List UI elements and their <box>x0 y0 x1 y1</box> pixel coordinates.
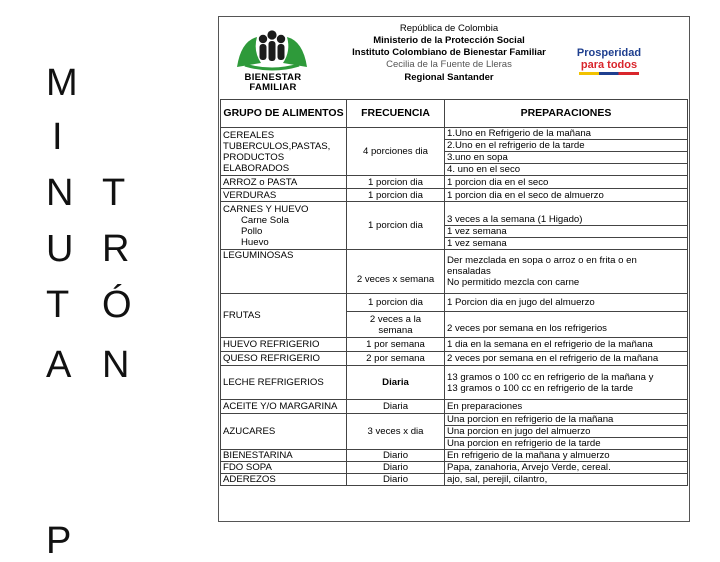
cell-frequency: 3 veces x dia <box>347 414 445 450</box>
cell-preparation: 2 veces por semana en los refrigerios <box>445 312 688 338</box>
table-row <box>221 414 688 426</box>
cell-preparation: 4. uno en el seco <box>445 164 688 176</box>
cell-text: 13 gramos o 100 cc en refrigerio de la tarde <box>447 382 634 394</box>
logo-right-line1: Prosperidad <box>576 47 642 59</box>
table-row <box>221 250 688 294</box>
cell-group <box>221 128 347 176</box>
logo-right-line2: para todos <box>580 59 638 71</box>
cell-preparation: En refrigerio de la mañana y almuerzo <box>445 450 688 462</box>
cell-frequency: Diaria <box>347 400 445 414</box>
cell-text: Carne Sola <box>241 214 289 226</box>
cell-preparation: ajo, sal, perejil, cilantro, <box>445 474 688 486</box>
cell-group: FRUTAS <box>221 294 347 338</box>
cell-preparation: Una porcion en refrigerio de la mañana <box>445 414 688 426</box>
table-row <box>221 474 688 486</box>
cell-preparation: 1 dia en la semana en el refrigerio de la mañana <box>445 338 688 352</box>
cell-text: CEREALES <box>223 129 275 141</box>
table-header-row <box>221 100 688 128</box>
table-row <box>221 128 688 140</box>
table-row <box>221 189 688 202</box>
cell-text: Pollo <box>241 225 263 237</box>
table-row <box>221 338 688 352</box>
cell-group: ARROZ o PASTA <box>221 176 347 189</box>
cell-preparation: 1 Porcion dia en jugo del almuerzo <box>445 294 688 312</box>
cell-group: VERDURAS <box>221 189 347 202</box>
side-letter: U <box>46 228 74 270</box>
cell-group: LECHE REFRIGERIOS <box>221 366 347 400</box>
side-letter: I <box>52 116 63 158</box>
table-row <box>221 400 688 414</box>
cell-text: CARNES Y HUEVO <box>223 203 309 215</box>
cell-frequency: Diario <box>347 462 445 474</box>
cell-group: QUESO REFRIGERIO <box>221 352 347 366</box>
family-hands-icon <box>231 27 313 71</box>
table-row <box>221 366 688 400</box>
header-frequency: FRECUENCIA <box>347 100 445 128</box>
header-preparations: PREPARACIONES <box>445 100 688 128</box>
table-row <box>221 352 688 366</box>
cell-frequency: Diaria <box>347 366 445 400</box>
cell-text: ensaladas <box>447 266 491 277</box>
cell-group: ADEREZOS <box>221 474 347 486</box>
cell-preparation: 2.Uno en el refrigerio de la tarde <box>445 140 688 152</box>
cell-frequency: Diario <box>347 474 445 486</box>
cell-frequency: 2 por semana <box>347 352 445 366</box>
cell-preparation: 1 porcion dia en el seco <box>445 176 688 189</box>
document-header <box>219 17 689 97</box>
side-letter: T <box>102 172 126 214</box>
cell-group: AZUCARES <box>221 414 347 450</box>
prosperidad-logo <box>569 47 649 77</box>
cell-frequency: 1 porcion dia <box>347 189 445 202</box>
cell-group: FDO SOPA <box>221 462 347 474</box>
cell-text: ELABORADOS <box>223 162 290 174</box>
cell-preparation: En preparaciones <box>445 400 688 414</box>
side-letter: N <box>102 344 130 386</box>
table-row <box>221 202 688 214</box>
header-line: Regional Santander <box>404 72 494 83</box>
cell-preparation: 3.uno en sopa <box>445 152 688 164</box>
cell-frequency: 2 veces a la semana <box>347 312 445 338</box>
bienestar-familiar-logo <box>231 27 313 93</box>
side-letter: N <box>46 172 74 214</box>
side-letter: M <box>46 62 78 104</box>
cell-preparation <box>445 250 688 294</box>
cell-group: BIENESTARINA <box>221 450 347 462</box>
header-line: Instituto Colombiano de Bienestar Familiar <box>352 47 546 58</box>
cell-text: Der mezclada en sopa o arroz o en frita o en <box>447 255 637 266</box>
cell-group: LEGUMINOSAS <box>221 250 347 294</box>
cell-preparation: 3 veces a la semana (1 Higado) <box>445 214 688 226</box>
table-row <box>221 462 688 474</box>
cell-text: 13 gramos o 100 cc en refrigerio de la mañana y <box>447 371 654 383</box>
side-letter: R <box>102 228 130 270</box>
side-letter: T <box>46 284 70 326</box>
cell-text: No permitido mezcla con carne <box>447 277 580 288</box>
cell-frequency: 4 porciones dia <box>347 128 445 176</box>
cell-preparation <box>445 202 688 214</box>
cell-group: ACEITE Y/O MARGARINA <box>221 400 347 414</box>
cell-preparation: Una porcion en jugo del almuerzo <box>445 426 688 438</box>
menu-document <box>218 16 690 522</box>
header-group: GRUPO DE ALIMENTOS <box>221 100 347 128</box>
cell-frequency: Diario <box>347 450 445 462</box>
cell-preparation: 1.Uno en Refrigerio de la mañana <box>445 128 688 140</box>
cell-frequency: 1 porcion dia <box>347 202 445 250</box>
cell-group: HUEVO REFRIGERIO <box>221 338 347 352</box>
cell-group <box>221 202 347 250</box>
side-letter: A <box>46 344 72 386</box>
header-line: República de Colombia <box>399 23 499 34</box>
cell-text: TUBERCULOS,PASTAS, <box>223 140 331 152</box>
side-letter: Ó <box>102 284 132 326</box>
cell-frequency: 1 porcion dia <box>347 294 445 312</box>
cell-preparation: 2 veces por semana en el refrigerio de la mañana <box>445 352 688 366</box>
table-row <box>221 450 688 462</box>
cell-preparation: Una porcion en refrigerio de la tarde <box>445 438 688 450</box>
cell-preparation: 1 vez semana <box>445 238 688 250</box>
header-line: Ministerio de la Protección Social <box>373 35 525 46</box>
cell-text: PRODUCTOS <box>223 151 285 163</box>
side-letter: P <box>46 520 72 562</box>
logo-left-line1: BIENESTAR <box>244 72 302 83</box>
cell-frequency: 1 por semana <box>347 338 445 352</box>
logo-left-line2: FAMILIAR <box>249 82 297 93</box>
cell-text: Huevo <box>241 236 269 248</box>
table-row <box>221 294 688 312</box>
header-line: Cecilia de la Fuente de Lleras <box>386 59 512 70</box>
cell-preparation: Papa, zanahoria, Arvejo Verde, cereal. <box>445 462 688 474</box>
cell-preparation: 1 porcion dia en el seco de almuerzo <box>445 189 688 202</box>
nutrition-table <box>220 99 688 486</box>
cell-preparation: 1 vez semana <box>445 226 688 238</box>
cell-frequency: 2 veces x semana <box>347 250 445 294</box>
table-row <box>221 176 688 189</box>
cell-preparation <box>445 366 688 400</box>
flag-stripe <box>579 72 639 75</box>
cell-frequency: 1 porcion dia <box>347 176 445 189</box>
